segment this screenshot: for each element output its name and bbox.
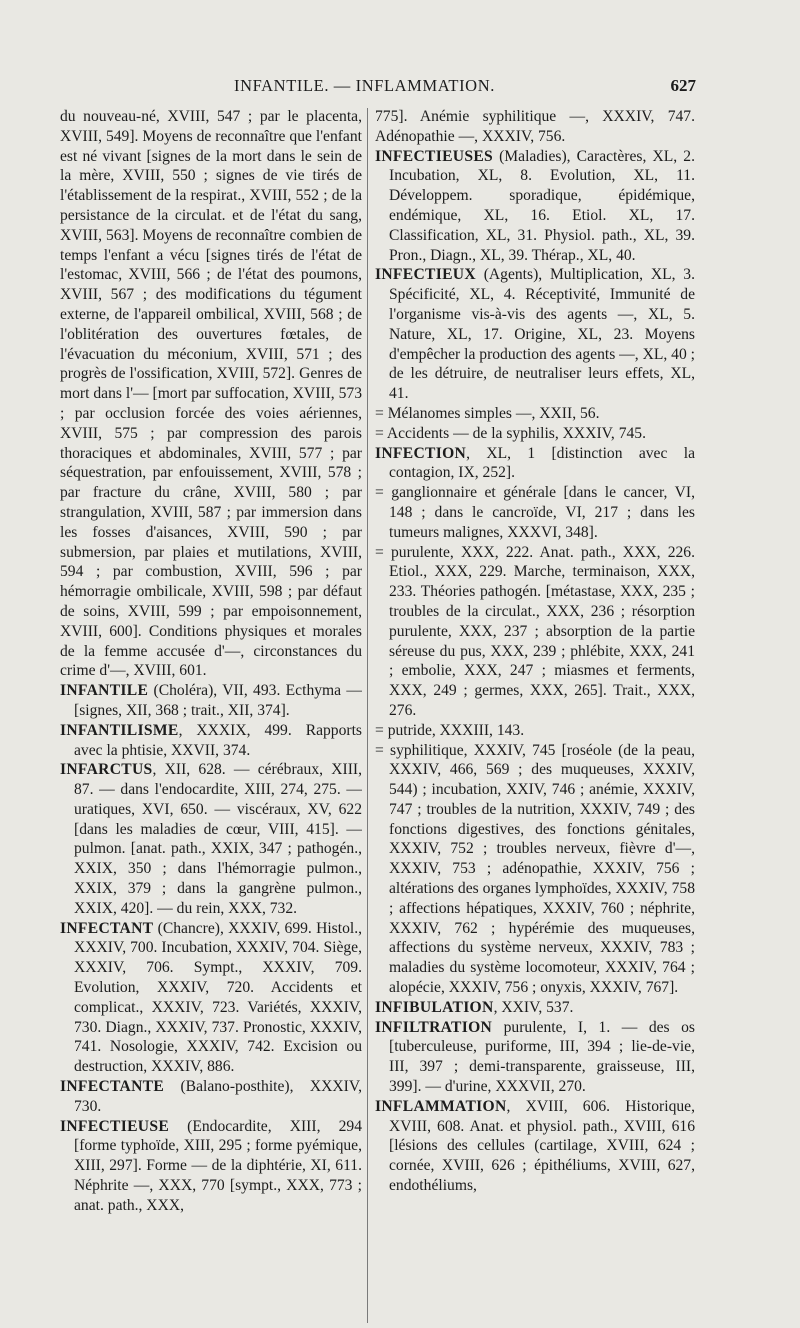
entry-text: (Chancre), XXXIV, 699. Histol., XXXIV, 700. Incubation, XXXIV, 704. Siège, XXXIV, 706. Sympt., XXXIV, 709. Evolution, XXXIV, 720. Accidents et complicat., XXXIV, 723. Variétés, XXXIV, 730. Diagn., XXXIV, 737. Pronostic, XXXIV, 741. Nosologie, XXXIV, 742. Excision ou destruction, XXXIV, 886. bbox=[74, 919, 362, 1076]
entry-text: 775]. Anémie syphilitique —, XXXIV, 747. Adénopathie —, XXXIV, 756. bbox=[375, 108, 695, 145]
index-subentry bbox=[375, 483, 695, 542]
entry-text: du nouveau-né, XVIII, 547 ; par le placenta, XVIII, 549]. Moyens de reconnaître que l'enfant est né vivant [signes de la mort dans le sein de la mère, XVIII, 550 ; signes de vie tirés de l'établissement de la respirat., XVIII, 552 ; de la persistance de la circulat. et de l'état du sang, XVIII, 563]. Moyens de reconnaître combien de temps l'enfant a vécu [signes tirés de l'état de l'estomac, XVIII, 566 ; de l'état des poumons, XVIII, 567 ; des modifications du tégument externe, de l'appareil ombilical, XVIII, 568 ; de l'oblitération des ouvertures fœtales, de l'évacuation du méconium, XVIII, 571 ; des progrès de l'ossification, XVIII, 572]. Genres de mort dans l'— [mort par suffocation, XVIII, 573 ; par occlusion forcée des voies aériennes, XVIII, 575 ; par compression des parois thoraciques et abdominales, XVIII, 577 ; par séquestration, par enfouissement, XVIII, 578 ; par fracture du crâne, XVIII, 580 ; par strangulation, XVIII, 587 ; par immersion dans les fosses d'aisances, XVIII, 590 ; par submersion, par plaies et mutilations, XVIII, 594 ; par combustion, XVIII, 596 ; par hémorragie ombilicale, XVIII, 598 ; par défaut de soins, XVIII, 599 ; par empoisonnement, XVIII, 600]. Conditions physiques et morales de la femme accusée d'—, circonstances du crime d'—, XVIII, 601. bbox=[60, 108, 362, 680]
index-entry bbox=[375, 147, 695, 266]
entry-text: = putride, XXXIII, 143. bbox=[375, 721, 525, 739]
entry-headword: INFECTIEUSE bbox=[60, 1117, 170, 1135]
entry-headword: INFLAMMATION bbox=[375, 1097, 507, 1115]
entry-headword: INFILTRATION bbox=[375, 1018, 493, 1036]
entry-text: , XL, 1 [distinction avec la contagion, IX, 252]. bbox=[389, 444, 695, 482]
entry-text: (Agents), Multiplication, XL, 3. Spécificité, XL, 4. Réceptivité, Immunité de l'organisme vis-à-vis des agents —, XL, 5. Nature, XL, 17. Origine, XL, 23. Moyens d'empêcher la production des agents —, XL, 40 ; de les détruire, de neutraliser leurs effets, XL, 41. bbox=[389, 266, 695, 403]
right-column bbox=[375, 107, 695, 1327]
entry-text: (Endocardite, XIII, 294 [forme typhoïde, XIII, 295 ; forme pyémique, XIII, 297]. Forme — de la diphtérie, XI, 611. Néphrite —, XXX, 770 [sympt., XXX, 773 ; anat. path., XXX, bbox=[74, 1117, 362, 1214]
index-entry bbox=[60, 919, 362, 1077]
index-entry bbox=[60, 721, 362, 761]
index-entry bbox=[375, 107, 695, 147]
entry-headword: INFECTANT bbox=[60, 919, 154, 937]
entry-headword: INFECTIEUSES bbox=[375, 147, 493, 165]
index-entry bbox=[60, 1077, 362, 1117]
entry-text: , XXXIX, 499. Rapports avec la phtisie, XXVII, 374. bbox=[74, 721, 362, 759]
entry-text: = syphilitique, XXXIV, 745 [roséole (de la peau, XXXIV, 466, 569 ; des muqueuses, XXXIV, 544) ; incubation, XXIV, 746 ; anémie, XXXIV, 747 ; troubles de la nutrition, XXXIV, 749 ; des fonctions digestives, des fonctions génitales, XXXIV, 752 ; troubles nerveux, fièvre d'—, XXXIV, 753 ; adénopathie, XXXIV, 756 ; altérations des organes lymphoïdes, XXXIV, 758 ; affections hépatiques, XXXIV, 760 ; néphrite, XXXIV, 762 ; hypérémie des muqueuses, affections du système nerveux, XXXIV, 783 ; maladies du système locomoteur, XXXIV, 764 ; alopécie, XXXIV, 756 ; onyxis, XXXIV, 767]. bbox=[375, 741, 695, 997]
index-subentry bbox=[375, 741, 695, 998]
page-number: 627 bbox=[670, 76, 696, 95]
entry-text: = purulente, XXX, 222. Anat. path., XXX, 226. Etiol., XXX, 229. Marche, terminaison, XXX, 233. Théories pathogén. [métastase, XXX, 235 ; troubles de la circulat., XXX, 236 ; résorption purulente, XXX, 237 ; absorption de la partie séreuse du pus, XXX, 239 ; phlébite, XXX, 241 ; embolie, XXX, 247 ; miasmes et ferments, XXX, 249 ; germes, XXX, 265]. Trait., XXX, 276. bbox=[375, 543, 695, 719]
left-column bbox=[60, 107, 362, 1327]
index-entry bbox=[375, 265, 695, 404]
entry-headword: INFECTANTE bbox=[60, 1078, 165, 1096]
running-title: INFANTILE. — INFLAMMATION. bbox=[234, 76, 495, 95]
entry-text: = Accidents — de la syphilis, XXXIV, 745. bbox=[375, 424, 646, 442]
entry-text: = ganglionnaire et générale [dans le cancer, VI, 148 ; dans le cancroïde, VI, 217 ; dans les tumeurs malignes, XXXVI, 348]. bbox=[375, 484, 695, 541]
index-entry bbox=[375, 998, 695, 1018]
entry-headword: INFECTION bbox=[375, 444, 467, 462]
index-subentry bbox=[375, 404, 695, 424]
entry-text: (Maladies), Caractères, XL, 2. Incubation, XL, 8. Evolution, XL, 11. Développem. sporadique, épidémique, endémique, XL, 16. Etiol. XL, 17. Classification, XL, 31. Physiol. path., XL, 39. Pron., Diagn., XL, 39. Thérap., XL, 40. bbox=[389, 147, 695, 264]
entry-text: = Mélanomes simples —, XXII, 56. bbox=[375, 404, 600, 422]
index-entry bbox=[60, 1117, 362, 1216]
entry-text: (Balano-posthite), XXXIV, 730. bbox=[74, 1078, 362, 1115]
index-entry bbox=[375, 444, 695, 484]
entry-headword: INFIBULATION bbox=[375, 998, 494, 1016]
index-entry bbox=[375, 1018, 695, 1097]
index-subentry bbox=[375, 721, 695, 741]
column-divider bbox=[367, 108, 368, 1323]
entry-text: , XXIV, 537. bbox=[493, 998, 574, 1016]
index-entry bbox=[60, 681, 362, 721]
entry-text: , XII, 628. — cérébraux, XIII, 87. — dans l'endocardite, XIII, 274, 275. — uratiques, XVI, 650. — viscéraux, XV, 622 [dans les maladies de cœur, VIII, 415]. — pulmon. [anat. path., XXIX, 347 ; pathogén., XXIX, 350 ; dans l'hémorragie pulmon., XXIX, 379 ; dans la gangrène pulmon., XXIX, 420]. — du rein, XXX, 732. bbox=[74, 761, 362, 917]
index-entry bbox=[60, 760, 362, 918]
index-subentry bbox=[375, 543, 695, 721]
entry-text: purulente, I, 1. — des os [tuberculeuse, puriforme, III, 394 ; lie-de-vie, III, 397 ; demi-transparente, graisseuse, III, 399]. — d'urine, XXXVII, 270. bbox=[389, 1018, 695, 1096]
entry-text: (Choléra), VII, 493. Ecthyma — [signes, XII, 368 ; trait., XII, 374]. bbox=[74, 682, 362, 719]
index-subentry bbox=[375, 424, 695, 444]
running-header bbox=[60, 76, 696, 100]
entry-headword: INFECTIEUX bbox=[375, 266, 476, 284]
index-entry bbox=[60, 107, 362, 681]
entry-headword: INFANTILISME bbox=[60, 721, 179, 739]
entry-headword: INFARCTUS bbox=[60, 761, 153, 779]
entry-headword: INFANTILE bbox=[60, 682, 149, 700]
entry-text: , XVIII, 606. Historique, XVIII, 608. Anat. et physiol. path., XVIII, 616 [lésions des cellules (cartilage, XVIII, 624 ; cornée, XVIII, 626 ; épithéliums, XVIII, 627, endothéliums, bbox=[389, 1097, 695, 1195]
index-entry bbox=[375, 1097, 695, 1196]
